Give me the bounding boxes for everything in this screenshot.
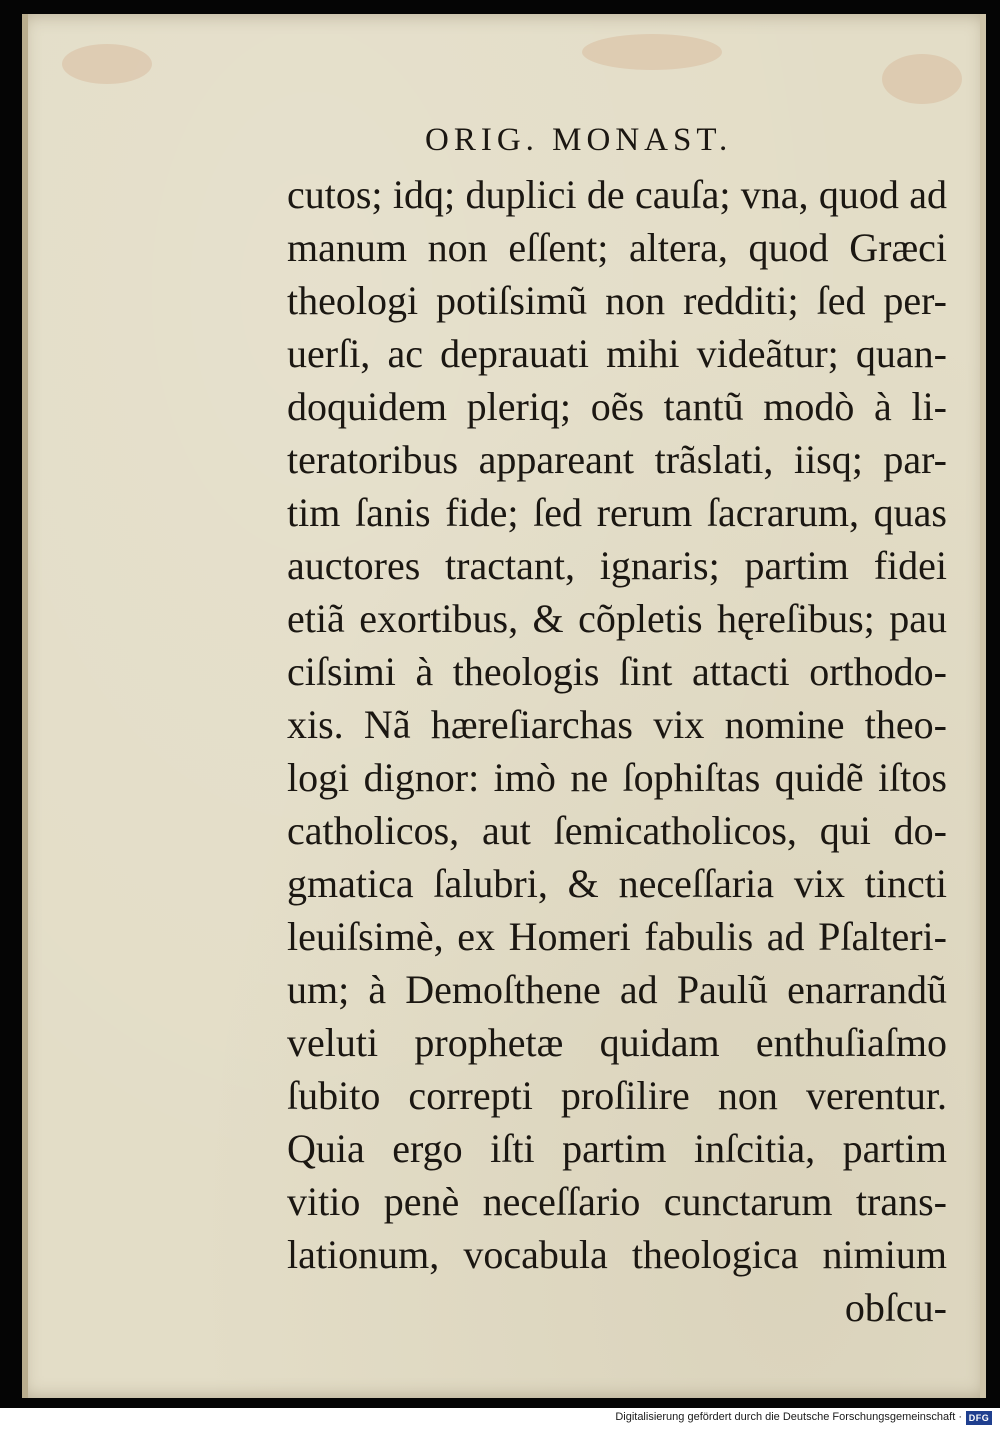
page-outer-edge [980,14,986,1398]
text-line: Quia ergo iſti partim inſcitia, partim [287,1126,947,1171]
text-line: xis. Nã hæreſiarchas vix nomine theo- [287,702,947,747]
text-line: etiã exortibus, & cõpletis hęreſibus; pau [287,596,947,641]
text-line: cutos; idq; duplici de cauſa; vna, quod ad [287,172,947,217]
funding-credit: Digitalisierung gefördert durch die Deutsche Forschungsgemeinschaft · [615,1411,962,1423]
text-line: auctores tractant, ignaris; partim fidei [287,543,947,588]
text-line: tim ſanis fide; ſed rerum ſacrarum, quas [287,490,947,535]
text-line: doquidem pleriq; oẽs tantũ modò à li- [287,384,947,429]
text-line: gmatica ſalubri, & neceſſaria vix tincti [287,861,947,906]
paper-stain [62,44,152,84]
footer-bar [0,1408,1000,1429]
catchword: obſcu- [844,1285,947,1330]
paper-stain [882,54,962,104]
text-line: theologi potiſsimũ non redditi; ſed per- [287,278,947,323]
text-line: leuiſsimè, ex Homeri fabulis ad Pſalteri- [287,914,947,959]
text-line: logi dignor: imò ne ſophiſtas quidẽ iſtos [287,755,947,800]
text-line: um; à Demoſthene ad Paulũ enarrandũ [287,967,947,1012]
text-line: ſubito correpti proſilire non verentur. [287,1073,947,1118]
body-text [287,168,947,1334]
text-line: uerſi, ac deprauati mihi videãtur; quan- [287,331,947,376]
text-line: vitio penè neceſſario cunctarum trans- [287,1179,947,1224]
dfg-logo: DFG [966,1411,992,1425]
running-head: ORIG. MONAST. [425,122,733,158]
text-line: veluti prophetæ quidam enthuſiaſmo [287,1020,947,1065]
book-page [22,14,986,1398]
text-line: manum non eſſent; altera, quod Græci [287,225,947,270]
text-line: ciſsimi à theologis ſint attacti orthodo- [287,649,947,694]
text-line: catholicos, aut ſemicatholicos, qui do- [287,808,947,853]
paper-stain [582,34,722,70]
text-line: lationum, vocabula theologica nimium [287,1232,947,1277]
page-gutter-edge [22,14,28,1398]
text-line: teratoribus appareant trãslati, iisq; par- [287,437,947,482]
